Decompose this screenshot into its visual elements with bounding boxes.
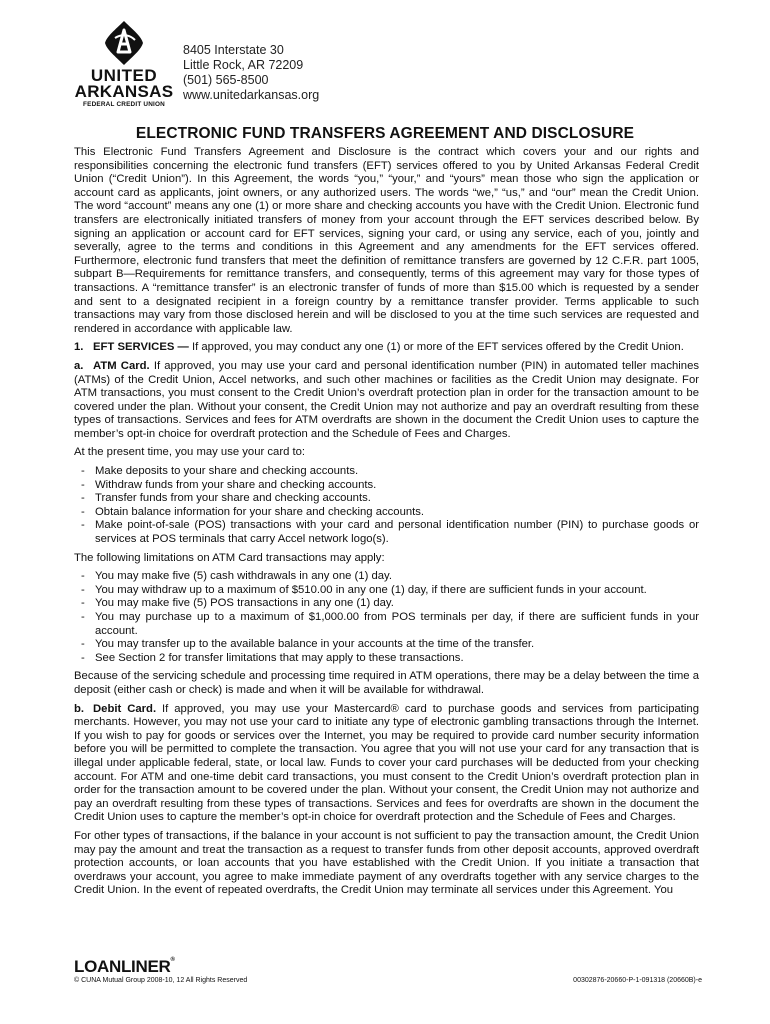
list-item: - You may purchase up to a maximum of $1,000.00 from POS terminals per day, if there are sufficient funds in your account. [81,611,699,637]
list-item: - You may make five (5) POS transactions in any one (1) day. [81,597,394,610]
document-body [74,146,699,903]
atm-uses-list [74,465,699,547]
atm-delay-paragraph: Because of the servicing schedule and processing time required in ATM operations, there may be a delay between the time a deposit (either cash or check) is made and when it will be available for withdrawal. [74,670,699,696]
list-item: - Obtain balance information for your share and checking accounts. [81,505,425,518]
address-website: www.unitedarkansas.org [183,88,320,102]
logo-text-arkansas: ARKANSAS [74,82,174,101]
address-street: 8405 Interstate 30 [183,43,284,57]
subsection-title: Debit Card. [93,702,157,715]
subsection-title: ATM Card. [93,359,150,372]
debit-card-paragraph [74,703,699,825]
list-item: - You may transfer up to the available balance in your accounts at the time of the transfer. [81,638,535,651]
list-item: - You may make five (5) cash withdrawals in any one (1) day. [81,570,392,583]
logo-text-fcu: FEDERAL CREDIT UNION [83,101,165,108]
atm-card-paragraph [74,360,699,442]
address-block [183,43,319,103]
address-phone: (501) 565-8500 [183,73,269,87]
registered-mark: ® [170,957,175,963]
section-title: EFT SERVICES — [93,341,189,354]
debit-other-paragraph: For other types of transactions, if the balance in your account is not sufficient to pay the transaction amount, the Credit Union may pay the amount and treat the transaction as a request to transfer funds from other deposit accounts, approved overdraft protection accounts, or loan accounts that you have established with the Credit Union. If you initiate a transaction that overdraws your account, you agree to make immediate payment of any overdrafts together with any service charges to the Credit Union. In the event of repeated overdrafts, the Credit Union may terminate all services under this Agreement. You [74,829,699,897]
subsection-label: a. [74,359,84,372]
list-item: - Make point-of-sale (POS) transactions with your card and personal identification number (PIN) to purchase goods or services at POS terminals that carry Accel network logo(s). [81,519,699,546]
atm-uses-intro: At the present time, you may use your card to: [74,446,306,459]
atm-limits-intro: The following limitations on ATM Card transactions may apply: [74,551,385,564]
subsection-text: If approved, you may use your card and personal identification number (PIN) in automated teller machines (ATMs) of the Credit Union, Accel networks, and such other machines or facilities as the Credit Union may designate. For ATM transactions, you must consent to the Credit Union’s overdraft protection plan in order for the transaction amount to be covered under the plan. Without your consent, the Credit Union may not authorize and pay an overdraft resulting from these types of transactions. Services and fees for ATM overdrafts are shown in the document the Credit Union uses to capture the member’s opt-in choice for overdraft protection and the Schedule of Fees and Charges. [74,359,699,440]
list-item: - Withdraw funds from your share and checking accounts. [81,478,377,491]
section-1 [74,341,699,355]
form-code: 00302876-20660-P-1-091318 (20660B)-e [573,977,702,984]
atm-limits-list [74,570,699,665]
logo-text-united: UNITED [90,66,158,85]
intro-paragraph: This Electronic Fund Transfers Agreement and Disclosure is the contract which covers your and our rights and responsibilities concerning the electronic fund transfers (EFT) services offered to you by United Arkansas Federal Credit Union (“Credit Union”). In this Agreement, the words “you,” “your,” and “yours” mean those who sign the application or account card as applicants, joint owners, or any authorized users. The words “we,” “us,” and “our” mean the Credit Union. The word “account” means any one (1) or more share and checking accounts you have with the Credit Union. Electronic fund transfers are electronically initiated transfers of money from your account through the EFT services described below. By signing an application or account card for EFT services, signing your card, or using any service, each of you, jointly and severally, agree to the terms and conditions in this Agreement and any amendments for the EFT services offered. Furthermore, electronic fund transfers that meet the definition of remittance transfers are governed by 12 C.F.R. part 1005, subpart B—Requirements for remittance transfers, and consequently, terms of this agreement may vary for those types of transactions. A “remittance transfer” is an electronic transfer of funds of more than $15.00 which is requested by a sender and sent to a designated recipient in a foreign country by a remittance transfer provider. Terms applicable to such transactions may vary from those disclosed herein and will be disclosed to you at the time such services are requested and rendered in accordance with applicable law. [74,146,699,335]
subsection-label: b. [74,702,85,715]
credit-union-logo [74,20,174,108]
logo-emblem-icon [103,20,145,66]
copyright-notice: © CUNA Mutual Group 2008-10, 12 All Rights Reserved [74,977,248,984]
list-item: - See Section 2 for transfer limitations that may apply to these transactions. [81,651,464,664]
list-item: - Transfer funds from your share and checking accounts. [81,492,371,505]
list-item: - Make deposits to your share and checking accounts. [81,465,359,478]
section-text: If approved, you may conduct any one (1) or more of the EFT services offered by the Credit Union. [188,341,684,354]
loanliner-wordmark: LOANLINER [74,957,171,976]
document-title: ELECTRONIC FUND TRANSFERS AGREEMENT AND DISCLOSURE [135,125,635,142]
list-item: - You may withdraw up to a maximum of $510.00 in any one (1) day, if there are sufficient funds in your account. [81,583,647,596]
address-city: Little Rock, AR 72209 [183,58,304,72]
subsection-text: If approved, you may use your Mastercard® card to purchase goods and services from participating merchants. However, you may not use your card to initiate any type of electronic gambling transactions through the Internet. If you wish to pay for goods or services over the Internet, you may be required to provide card number security information before you will be permitted to complete the transaction. You agree that you will not use your card for any transaction that is illegal under applicable federal, state, or local law. Funds to cover your card purchases will be deducted from your checking account. For ATM and one-time debit card transactions, you must consent to the Credit Union’s overdraft protection plan in order for the transaction amount to be covered under the plan. Without your consent, the Credit Union may not authorize and pay an overdraft resulting from these types of transactions. Services and fees for overdrafts are shown in the document the Credit Union uses to capture the member’s opt-in choice for overdraft protection and the Schedule of Fees and Charges. [74,702,699,824]
loanliner-logo [74,957,175,977]
section-number: 1. [74,341,84,354]
